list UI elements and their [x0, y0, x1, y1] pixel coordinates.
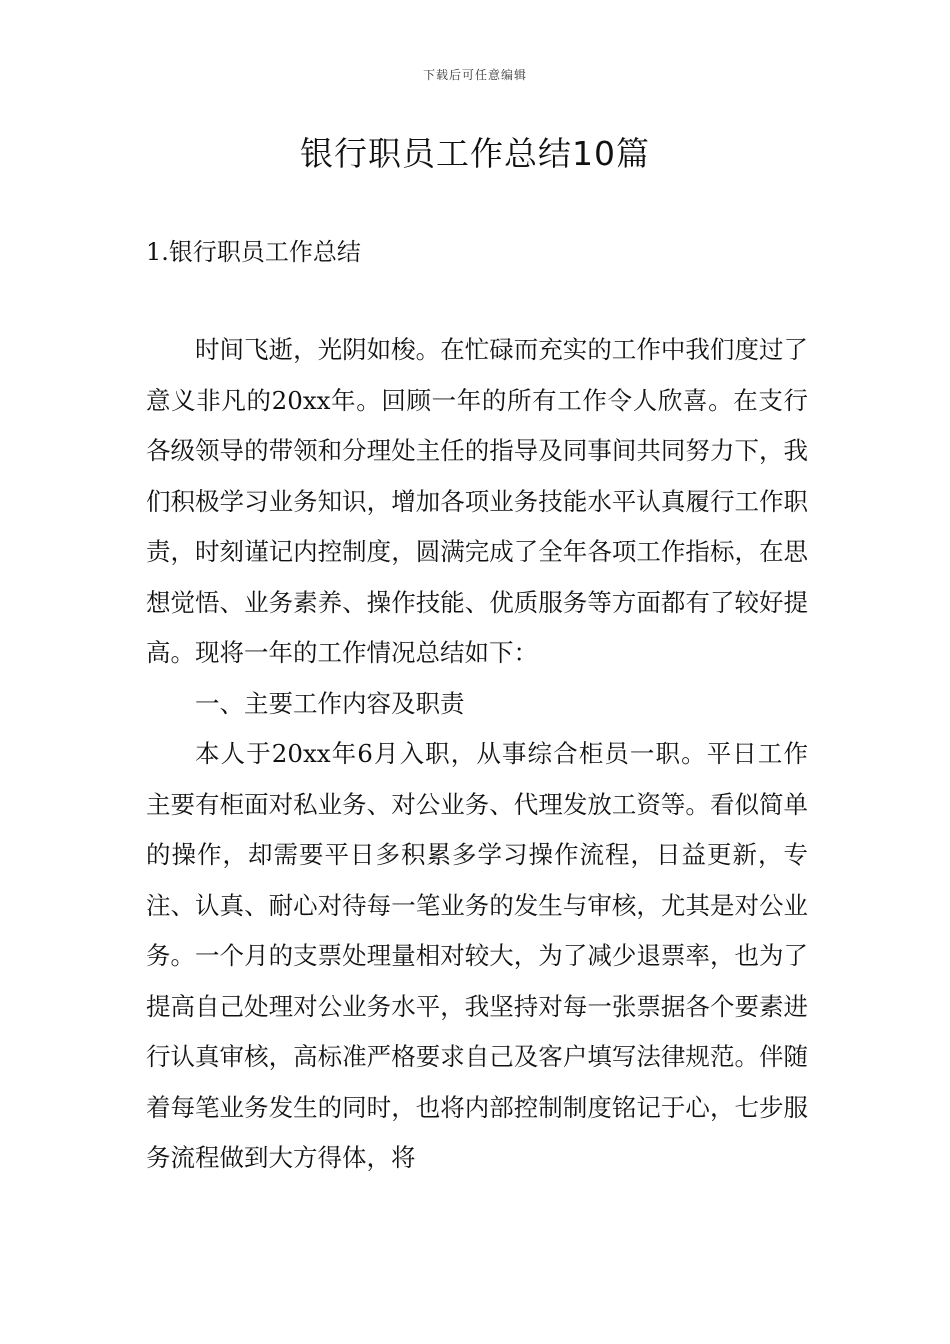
- paragraph-subheading: 一、主要工作内容及职责: [195, 688, 465, 718]
- section-heading: 1.银行职员工作总结: [146, 238, 361, 266]
- paragraph-duties: 本人于20xx年6月入职，从事综合柜员一职。平日工作主要有柜面对私业务、对公业务、代理发放工资等。看似简单的操作，却需要平日多积累多学习操作流程，日益更新，专注、认真、耐心对待每一笔业务的发生与审核，尤其是对公业务。一个月的支票处理量相对较大，为了减少退票率，也为了提高自己处理对公业务水平，我坚持对每一张票据各个要素进行认真审核，高标准严格要求自己及客户填写法律规范。伴随着每笔业务发生的同时，也将内部控制制度铭记于心，七步服务流程做到大方得体，将: [146, 739, 808, 1172]
- paragraph-intro: 时间飞逝，光阴如梭。在忙碌而充实的工作中我们度过了意义非凡的20xx年。回顾一年的所有工作令人欣喜。在支行各级领导的带领和分理处主任的指导及同事间共同努力下，我们积极学习业务知识，增加各项业务技能水平认真履行工作职责，时刻谨记内控制度，圆满完成了全年各项工作指标，在思想觉悟、业务素养、操作技能、优质服务等方面都有了较好提高。现将一年的工作情况总结如下：: [146, 335, 808, 667]
- document-title: 银行职员工作总结10篇: [300, 134, 650, 173]
- document-body: [146, 325, 808, 1184]
- header-note: 下载后可任意编辑: [422, 68, 527, 82]
